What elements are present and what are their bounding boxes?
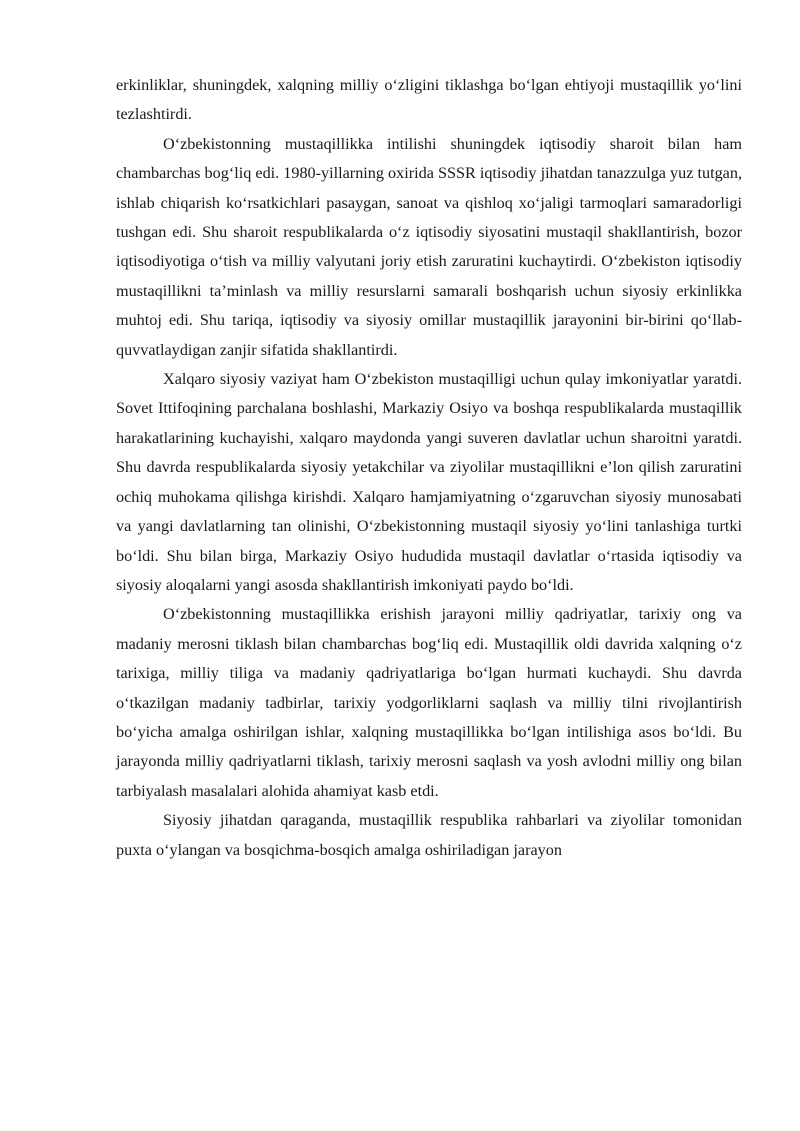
paragraph-political: Siyosiy jihatdan qaraganda, mustaqillik respublika rahbarlari va ziyolilar tomonidan puxta o‘ylangan va bosqichma-bosqich amalga oshiriladigan jarayon — [116, 811, 742, 859]
paragraph-international: Xalqaro siyosiy vaziyat ham O‘zbekiston mustaqilligi uchun qulay imkoniyatlar yaratdi. Sovet Ittifoqining parchalana boshlashi, Markaziy Osiyo va boshqa respublikalarda mustaqillik harakatlarining kuchayishi, xalqaro maydonda yangi suveren davlatlar uchun sharoitni yaratdi. Shu davrda respublikalarda siyosiy yetakchilar va ziyolilar mustaqillikni e’lon qilish zaruratini ochiq muhokama qilishga kirishdi. Xalqaro hamjamiyatning o‘zgaruvchan siyosiy munosabati va yangi davlatlarning tan olinishi, O‘zbekistonning mustaqil siyosiy yo‘lini tanlashiga turtki bo‘ldi. Shu bilan birga, Markaziy Osiyo hududida mustaqil davlatlar o‘rtasida iqtisodiy va siyosiy aloqalarni yangi asosda shakllantirish imkoniyati paydo bo‘ldi. — [116, 370, 742, 594]
document-page — [116, 71, 742, 865]
paragraph-continuation: erkinliklar, shuningdek, xalqning milliy o‘zligini tiklashga bo‘lgan ehtiyoji mustaqillik yo‘lini tezlashtirdi. — [116, 76, 742, 124]
paragraph-cultural: O‘zbekistonning mustaqillikka erishish jarayoni milliy qadriyatlar, tarixiy ong va madaniy merosni tiklash bilan chambarchas bog‘liq edi. Mustaqillik oldi davrida xalqning o‘z tarixiga, milliy tiliga va madaniy qadriyatlariga bo‘lgan hurmati kuchaydi. Shu davrda o‘tkazilgan madaniy tadbirlar, tarixiy yodgorliklarni saqlash va milliy tilni rivojlantirish bo‘yicha amalga oshirilgan ishlar, xalqning mustaqillikka bo‘lgan intilishiga asos bo‘ldi. Bu jarayonda milliy qadriyatlarni tiklash, tarixiy merosni saqlash va yosh avlodni milliy ong bilan tarbiyalash masalalari alohida ahamiyat kasb etdi. — [116, 605, 742, 800]
paragraph-economic: O‘zbekistonning mustaqillikka intilishi shuningdek iqtisodiy sharoit bilan ham chambarchas bog‘liq edi. 1980-yillarning oxirida SSSR iqtisodiy jihatdan tanazzulga yuz tutgan, ishlab chiqarish ko‘rsatkichlari pasaygan, sanoat va qishloq xo‘jaligi tarmoqlari samaradorligi tushgan edi. Shu sharoit respublikalarda o‘z iqtisodiy siyosatini mustaqil shakllantirish, bozor iqtisodiyotiga o‘tish va milliy valyutani joriy etish zaruratini kuchaytirdi. O‘zbekiston iqtisodiy mustaqillikni ta’minlash va milliy resurslarni samarali boshqarish uchun siyosiy erkinlikka muhtoj edi. Shu tariqa, iqtisodiy va siyosiy omillar mustaqillik jarayonini bir-birini qo‘llab-quvvatlaydigan zanjir sifatida shakllantirdi. — [116, 134, 742, 359]
